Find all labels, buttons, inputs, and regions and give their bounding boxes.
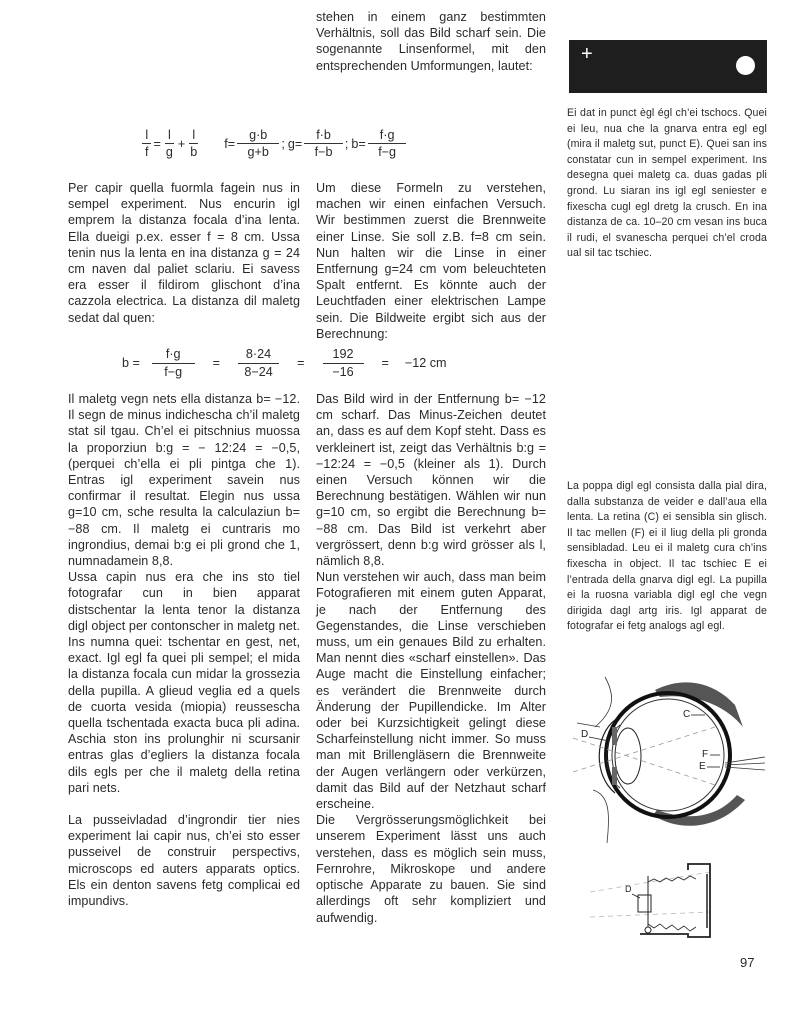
german-paragraph-4: Die Vergrösserungsmöglichkeit bei unserem Experiment lässt uns auch verstehen, dass es möglich sein muss, Fernrohre, Mikroskope und andere optische Apparate zu bauen. Sie sind allerdings oft sehr kompliziert und aufwendig. [316,813,546,925]
variable-f: f [224,136,228,151]
equals-sign: = [294,136,303,151]
numerator: g·b [237,128,279,144]
denominator: −16 [332,365,354,379]
romansh-column-bottom [68,391,300,909]
numerator: l [165,128,174,144]
numerator: 8·24 [238,347,279,364]
light-ray-1 [573,738,715,785]
bellows-bottom [648,924,696,931]
denominator: f−b [314,145,333,159]
fraction-192 [323,347,364,379]
calculation-formula [122,347,447,379]
fraction-b [368,128,407,159]
fraction-f [237,128,279,159]
fraction-g [304,128,343,159]
romansh-paragraph-3: Ussa capin nus era che ins sto tiel fotografar cun in bien apparat distschentar la lenta tenor la distanza digl object per contonscher in maletg net. Ins numna quei: tschentar en gest, net, exact. Igl egl fa quei pli sempel; el mida la distanza focala cun midar la grossezia della pupilla. A glieud veglia ed a quels de cuorta vesida (miopia) reussescha quella tschentada exacta buca pli adina. Aschia ston ins prolunghir ni scursanir entras glas d’egliers la distanza focala dils egls per che il maletg della retina pari nets. [68,570,300,795]
iris-lower [612,767,617,785]
blind-spot-test-box [569,40,767,93]
fraction-fg-over-f-minus-g [152,347,195,379]
denominator: g [165,145,173,159]
romansh-paragraph-1: Per capir quella fuormla fagein nus in sempel experiment. Nus encurin igl emprem la distanza focala d’ina lenta. Ella dueigi p.ex. esser f = 8 cm. Ussa tenin nus la lenta en ina distanza g = 24 cm naven dal paliet sclariu. Ei savess era esser il fildirom glischont d’ina cazzola electrica. La distanza dil maletg sedat dal quen: [68,181,300,325]
equals-sign: = [212,356,220,370]
eyelid-upper-line [595,677,612,727]
light-ray-2 [573,727,715,772]
brow-line [577,723,600,727]
equals-sign: = [227,136,236,151]
denominator: f [145,145,149,159]
denominator: f−g [378,145,397,159]
blind-spot-caption: Ei dat in punct ègl égl ch’ei tschocs. Quei ei leu, nua che la gnarva entra egl egl (mira il maletg sut, punct E). Quei san ins constatar cun in sempel experiment. Ins desegna quei maletg ca. duas gadas pli grond. Lu siaran ins igl egl seniester e fixescha cugl egl dretg la crusch. En ina distanza de ca. 10–20 cm vesan ins buca il rudi, el svanescha perquei ch’el croda ual sil tac tschiec. [567,107,767,260]
numerator: f·g [152,347,195,364]
numerator: f·b [304,128,343,144]
sidebar-caption-eye [567,479,767,635]
fraction-1-over-g [163,128,176,159]
numerator: l [189,128,198,144]
camera-ray-1 [590,872,710,892]
equals-sign: = [297,356,305,370]
romansh-paragraph-4: La pusseivladad d’ingrondir tier nies experiment lai capir nus, ch’ei sto esser pusseivel de construir perspectivs, microscops ed auters apparats optics. Els ein denton savens fetg complicai ed impundivs. [68,813,300,909]
german-paragraph-3: Nun verstehen wir auch, dass man beim Fotografieren mit einem guten Apparat, je nach der Entfernung des Gegenstandes, die Linse verschieben muss, um ein genaues Bild zu erhalten. Man nennt dies «scharf einstellen». Das Auge macht die Einstellung einfacher; es verändert die Brennweite durch Änderung der Pupillendicke. Im Alter oder bei Kurzsichtigkeit gelingt diese Scharfeinstellung nicht immer. So muss man mit Brillengläsern die Brennweite der Augen verlängern oder verkürzen, damit das Bild auf der Netzhaut scharf erscheine. [316,570,546,812]
denominator: b [190,145,198,159]
numerator: l [142,128,151,144]
cheek-line [593,790,609,843]
german-paragraph-2: Das Bild wird in der Entfernung b= −12 cm scharf. Das Minus-Zeichen deutet an, dass es auf dem Kopf steht. Dass es verkleinert ist, zeigt das Verhältnis b:g = −12:24 = −0,5 (kleiner als 1). Durch einen Versuch können wir die Berechnung bestätigen. Wählen wir nun g=10 cm, so ergibt die Berechnung b= −88 cm. Das Bild ist verkehrt aber vergrössert, denn b:g wird grösser als l, nämlich 8,8. [316,392,546,569]
german-intro-paragraph: stehen in einem ganz bestimmten Verhältnis, soll das Bild scharf sein. Die sogenannte Linsenformel, mit den entsprechenden Umformungen, lautet: [316,10,546,73]
romansh-paragraph-2: Il maletg vegn nets ella distanza b= −12. Il segn de minus indichescha ch’il maletg stat sil tgau. Ch’el ei pitschnius muossa la proporziun b:g = − 12:24 = −0,5, (perquei ch’ella ei pli pintga che 1). Entras igl experiment savein nus confirmar il resultat. Elegin nus ussa g=10 cm, sche resulta la calculaziun b= −88 cm. Il maletg ei cuntraris mo ingrondius, demai b:g ei pli grond che 1, numnadamein 8,8. [68,392,300,569]
variable-g: g [287,136,295,151]
denominator: g+b [247,145,269,159]
iris-upper [612,727,617,745]
fraction-1-over-f [142,128,152,159]
german-intro-text [316,9,546,74]
fraction-1-over-b [187,128,200,159]
equals-sign: = [358,136,366,151]
white-dot-icon [736,56,755,75]
b-equals: b = [122,356,140,370]
german-paragraph-1: Um diese Formeln zu verstehen, machen wir einen einfachen Versuch. Wir bestimmen zuerst die Brennweite einer Linse. Sie soll z.B. f=8 cm sein. Nun halten wir die Linse in einer Entfernung g=24 cm vom beleuchteten Spalt entfernt. Es könnte auch der Leuchtfaden einer elektrischen Lampe sein. Die Bildweite ergibt sich aus der Berechnung: [316,181,546,341]
lens-pivot [645,927,651,933]
variable-b: b [351,136,359,151]
equals-sign: = [381,356,389,370]
semicolon: ; [281,136,285,151]
label-e: E [699,761,706,772]
sidebar-caption-blind-spot [567,106,767,262]
romansh-column-top [68,180,300,326]
eye-anatomy-caption: La poppa digl egl consista dalla pial dira, dalla substanza de veider e dall’aua ella lenta. La retina (C) ei sensibla sin glisch. Il tac mellen (F) ei il liug della pli gronda sensibladad. Leu ei il maletg cura ch’ins fixescha in object. Il tac tschiec E ei l’entrada della gnarva digl egl. La pupilla ei la ruosna variabla digl egl che vegn dirigida dagl artg iris. Igl apparat de fotografar ei fetg analogs agl egl. [567,480,767,633]
calculation-result: −12 cm [404,356,447,370]
label-f: F [702,749,709,760]
arrow-d [589,737,609,741]
plus-cross-icon: + [581,43,593,65]
german-column-top [316,180,546,342]
numerator: 192 [323,347,364,364]
page-number: 97 [740,955,755,970]
lens-formula [140,128,408,159]
fraction-8x24 [238,347,279,379]
eye-cross-section-diagram [565,665,765,850]
plus-sign: + [177,136,186,151]
camera-diagram [590,862,720,942]
camera-ray-2 [590,912,710,917]
denominator: f−g [164,365,183,379]
equals-sign: = [153,136,161,151]
german-column-bottom [316,391,546,926]
label-c: C [683,709,691,720]
numerator: f·g [368,128,407,144]
semicolon: ; [344,136,349,151]
upper-muscle [655,682,743,727]
label-d: D [625,884,632,894]
denominator: 8−24 [244,365,273,379]
label-d: D [581,729,589,740]
